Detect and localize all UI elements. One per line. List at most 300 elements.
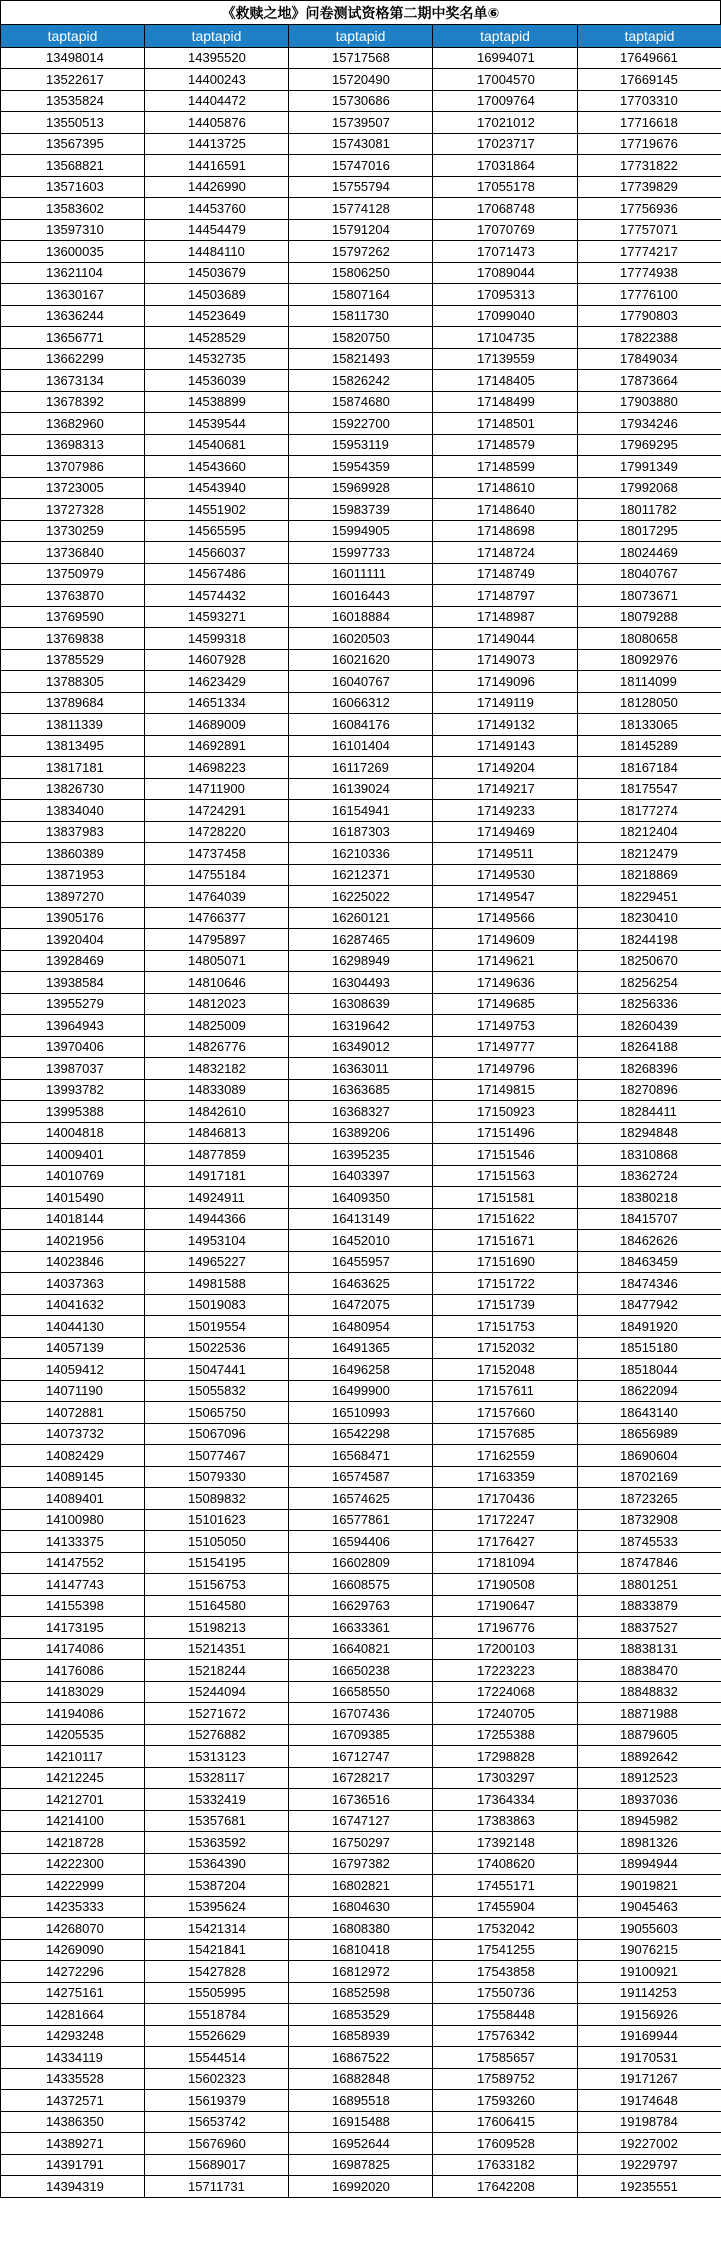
table-cell: 14551902 — [145, 499, 289, 521]
table-cell: 17151722 — [433, 1273, 578, 1295]
table-cell: 17162559 — [433, 1445, 578, 1467]
table-row — [1, 2025, 721, 2047]
table-cell: 19235551 — [578, 2176, 721, 2198]
table-cell: 18092976 — [578, 649, 721, 671]
table-cell: 15821493 — [289, 348, 433, 370]
table-cell: 17408620 — [433, 1853, 578, 1875]
table-row — [1, 413, 721, 435]
table-cell: 14037363 — [1, 1273, 145, 1295]
table-cell: 14805071 — [145, 950, 289, 972]
table-cell: 14059412 — [1, 1359, 145, 1381]
table-cell: 14004818 — [1, 1122, 145, 1144]
table-cell: 17716618 — [578, 112, 721, 134]
table-cell: 16298949 — [289, 950, 433, 972]
table-cell: 14072881 — [1, 1402, 145, 1424]
table-cell: 16040767 — [289, 671, 433, 693]
table-cell: 16858939 — [289, 2025, 433, 2047]
table-cell: 14071190 — [1, 1380, 145, 1402]
table-row — [1, 2111, 721, 2133]
table-row — [1, 520, 721, 542]
table-cell: 16915488 — [289, 2111, 433, 2133]
table-cell: 16016443 — [289, 585, 433, 607]
table-row — [1, 1251, 721, 1273]
table-row — [1, 2154, 721, 2176]
table-cell: 13964943 — [1, 1015, 145, 1037]
table-cell: 16750297 — [289, 1832, 433, 1854]
table-cell: 13789684 — [1, 692, 145, 714]
table-row — [1, 1982, 721, 2004]
table-cell: 14183029 — [1, 1681, 145, 1703]
table-cell: 17023717 — [433, 133, 578, 155]
table-row — [1, 628, 721, 650]
table-cell: 15198213 — [145, 1617, 289, 1639]
table-cell: 16139024 — [289, 778, 433, 800]
table-cell: 14965227 — [145, 1251, 289, 1273]
table-cell: 15364390 — [145, 1853, 289, 1875]
table-cell: 16260121 — [289, 907, 433, 929]
table-cell: 17190647 — [433, 1595, 578, 1617]
table-cell: 14073732 — [1, 1423, 145, 1445]
table-row — [1, 219, 721, 241]
table-cell: 17558448 — [433, 2004, 578, 2026]
table-cell: 14391791 — [1, 2154, 145, 2176]
table-row — [1, 1058, 721, 1080]
table-cell: 17776100 — [578, 284, 721, 306]
table-row — [1, 606, 721, 628]
table-cell: 14089401 — [1, 1488, 145, 1510]
table-cell: 15101623 — [145, 1509, 289, 1531]
table-cell: 19170531 — [578, 2047, 721, 2069]
table-cell: 18871988 — [578, 1703, 721, 1725]
table-cell: 18747846 — [578, 1552, 721, 1574]
table-cell: 17172247 — [433, 1509, 578, 1531]
table-cell: 19045463 — [578, 1896, 721, 1918]
table-row — [1, 800, 721, 822]
table-row — [1, 499, 721, 521]
table-cell: 18622094 — [578, 1380, 721, 1402]
table-cell: 18079288 — [578, 606, 721, 628]
table-cell: 17099040 — [433, 305, 578, 327]
table-row — [1, 69, 721, 91]
table-cell: 14222300 — [1, 1853, 145, 1875]
table-cell: 17021012 — [433, 112, 578, 134]
table-row — [1, 2176, 721, 2198]
table-row — [1, 1509, 721, 1531]
table-cell: 13678392 — [1, 391, 145, 413]
table-cell: 18912523 — [578, 1767, 721, 1789]
table-cell: 14021956 — [1, 1230, 145, 1252]
table-cell: 19019821 — [578, 1875, 721, 1897]
table-cell: 17068748 — [433, 198, 578, 220]
table-cell: 13730259 — [1, 520, 145, 542]
table-cell: 13769590 — [1, 606, 145, 628]
table-cell: 14846813 — [145, 1122, 289, 1144]
table-cell: 14833089 — [145, 1079, 289, 1101]
table-row — [1, 1961, 721, 1983]
table-cell: 13905176 — [1, 907, 145, 929]
table-cell: 14728220 — [145, 821, 289, 843]
table-cell: 13630167 — [1, 284, 145, 306]
table-cell: 15332419 — [145, 1789, 289, 1811]
table-cell: 13723005 — [1, 477, 145, 499]
table-cell: 16452010 — [289, 1230, 433, 1252]
table-row — [1, 1273, 721, 1295]
table-cell: 15421841 — [145, 1939, 289, 1961]
table-cell: 17157660 — [433, 1402, 578, 1424]
table-cell: 14089145 — [1, 1466, 145, 1488]
table-cell: 14826776 — [145, 1036, 289, 1058]
table-cell: 18833879 — [578, 1595, 721, 1617]
table-cell: 16496258 — [289, 1359, 433, 1381]
table-cell: 18264188 — [578, 1036, 721, 1058]
table-cell: 16363011 — [289, 1058, 433, 1080]
table-row — [1, 456, 721, 478]
table-cell: 17148749 — [433, 563, 578, 585]
table-cell: 14015490 — [1, 1187, 145, 1209]
table-cell: 14484110 — [145, 241, 289, 263]
table-row — [1, 1337, 721, 1359]
table-row — [1, 241, 721, 263]
table-cell: 18310868 — [578, 1144, 721, 1166]
table-cell: 18024469 — [578, 542, 721, 564]
table-cell: 16225022 — [289, 886, 433, 908]
table-cell: 13698313 — [1, 434, 145, 456]
table-cell: 18690604 — [578, 1445, 721, 1467]
table-cell: 15363592 — [145, 1832, 289, 1854]
table-cell: 14100980 — [1, 1509, 145, 1531]
table-cell: 13568821 — [1, 155, 145, 177]
table-row — [1, 1832, 721, 1854]
table-cell: 14010769 — [1, 1165, 145, 1187]
table-cell: 16084176 — [289, 714, 433, 736]
column-header: taptapid — [289, 25, 433, 48]
table-cell: 15089832 — [145, 1488, 289, 1510]
table-cell: 17089044 — [433, 262, 578, 284]
table-cell: 15922700 — [289, 413, 433, 435]
table-cell: 17149204 — [433, 757, 578, 779]
table-cell: 14567486 — [145, 563, 289, 585]
table-cell: 16154941 — [289, 800, 433, 822]
table-cell: 17148499 — [433, 391, 578, 413]
table-cell: 15357681 — [145, 1810, 289, 1832]
table-cell: 17151690 — [433, 1251, 578, 1273]
table-cell: 14212245 — [1, 1767, 145, 1789]
table-cell: 14540681 — [145, 434, 289, 456]
table-cell: 14133375 — [1, 1531, 145, 1553]
table-cell: 16658550 — [289, 1681, 433, 1703]
table-cell: 18114099 — [578, 671, 721, 693]
column-header: taptapid — [578, 25, 721, 48]
table-cell: 17240705 — [433, 1703, 578, 1725]
table-cell: 18994944 — [578, 1853, 721, 1875]
table-cell: 18218869 — [578, 864, 721, 886]
table-cell: 17731822 — [578, 155, 721, 177]
table-cell: 16882848 — [289, 2068, 433, 2090]
table-row — [1, 112, 721, 134]
table-cell: 17774938 — [578, 262, 721, 284]
table-cell: 13813495 — [1, 735, 145, 757]
table-cell: 17224068 — [433, 1681, 578, 1703]
table-cell: 13600035 — [1, 241, 145, 263]
table-cell: 18212479 — [578, 843, 721, 865]
table-row — [1, 1789, 721, 1811]
table-row — [1, 542, 721, 564]
table-row — [1, 391, 721, 413]
table-cell: 13928469 — [1, 950, 145, 972]
table-cell: 13736840 — [1, 542, 145, 564]
table-cell: 13987037 — [1, 1058, 145, 1080]
table-cell: 14405876 — [145, 112, 289, 134]
table-row — [1, 929, 721, 951]
table-cell: 17151563 — [433, 1165, 578, 1187]
table-cell: 13673134 — [1, 370, 145, 392]
table-cell: 15505995 — [145, 1982, 289, 2004]
table-cell: 17364334 — [433, 1789, 578, 1811]
table-cell: 16712747 — [289, 1746, 433, 1768]
table-cell: 17181094 — [433, 1552, 578, 1574]
table-cell: 14272296 — [1, 1961, 145, 1983]
table-cell: 14057139 — [1, 1337, 145, 1359]
table-cell: 14538899 — [145, 391, 289, 413]
table-cell: 14755184 — [145, 864, 289, 886]
table-cell: 18945982 — [578, 1810, 721, 1832]
table-cell: 17149777 — [433, 1036, 578, 1058]
table-row — [1, 1402, 721, 1424]
table-cell: 15395624 — [145, 1896, 289, 1918]
table-cell: 17151581 — [433, 1187, 578, 1209]
table-cell: 18981326 — [578, 1832, 721, 1854]
table-cell: 13535824 — [1, 90, 145, 112]
table-cell: 17151496 — [433, 1122, 578, 1144]
table-cell: 16066312 — [289, 692, 433, 714]
table-cell: 17149132 — [433, 714, 578, 736]
table-row — [1, 649, 721, 671]
table-cell: 18294848 — [578, 1122, 721, 1144]
table-row — [1, 757, 721, 779]
table-cell: 17589752 — [433, 2068, 578, 2090]
table-cell: 17903880 — [578, 391, 721, 413]
table-cell: 16853529 — [289, 2004, 433, 2026]
table-cell: 16895518 — [289, 2090, 433, 2112]
table-row — [1, 1939, 721, 1961]
table-row — [1, 176, 721, 198]
table-row — [1, 1746, 721, 1768]
table-cell: 17148610 — [433, 477, 578, 499]
table-cell: 13727328 — [1, 499, 145, 521]
table-cell: 13763870 — [1, 585, 145, 607]
table-cell: 13811339 — [1, 714, 145, 736]
table-row — [1, 1638, 721, 1660]
table-cell: 14607928 — [145, 649, 289, 671]
table-cell: 17149530 — [433, 864, 578, 886]
table-cell: 17149621 — [433, 950, 578, 972]
table-cell: 16491365 — [289, 1337, 433, 1359]
table-cell: 14539544 — [145, 413, 289, 435]
table-cell: 14194086 — [1, 1703, 145, 1725]
table-cell: 18145289 — [578, 735, 721, 757]
table-cell: 18643140 — [578, 1402, 721, 1424]
table-cell: 13583602 — [1, 198, 145, 220]
table-cell: 15619379 — [145, 2090, 289, 2112]
table-cell: 17149233 — [433, 800, 578, 822]
table-cell: 14214100 — [1, 1810, 145, 1832]
table-cell: 17150923 — [433, 1101, 578, 1123]
table-cell: 13955279 — [1, 993, 145, 1015]
table-cell: 16413149 — [289, 1208, 433, 1230]
table-cell: 17139559 — [433, 348, 578, 370]
table-cell: 17756936 — [578, 198, 721, 220]
table-cell: 16455957 — [289, 1251, 433, 1273]
table-cell: 14389271 — [1, 2133, 145, 2155]
table-cell: 17543858 — [433, 1961, 578, 1983]
table-cell: 15047441 — [145, 1359, 289, 1381]
table-cell: 19076215 — [578, 1939, 721, 1961]
table-cell: 13750979 — [1, 563, 145, 585]
table-row — [1, 886, 721, 908]
table-cell: 19156926 — [578, 2004, 721, 2026]
table-row — [1, 1079, 721, 1101]
table-cell: 16304493 — [289, 972, 433, 994]
table-cell: 17383863 — [433, 1810, 578, 1832]
table-cell: 19114253 — [578, 1982, 721, 2004]
table-cell: 17633182 — [433, 2154, 578, 2176]
table-cell: 18477942 — [578, 1294, 721, 1316]
table-cell: 14400243 — [145, 69, 289, 91]
table-cell: 18256254 — [578, 972, 721, 994]
table-cell: 16287465 — [289, 929, 433, 951]
table-cell: 16602809 — [289, 1552, 433, 1574]
table-cell: 17149685 — [433, 993, 578, 1015]
table-cell: 13788305 — [1, 671, 145, 693]
table-cell: 16463625 — [289, 1273, 433, 1295]
table-cell: 16368327 — [289, 1101, 433, 1123]
table-cell: 15791204 — [289, 219, 433, 241]
table-cell: 15953119 — [289, 434, 433, 456]
table-cell: 14764039 — [145, 886, 289, 908]
table-cell: 13837983 — [1, 821, 145, 843]
table-cell: 19227002 — [578, 2133, 721, 2155]
table-cell: 18380218 — [578, 1187, 721, 1209]
table-row — [1, 1380, 721, 1402]
table-cell: 18017295 — [578, 520, 721, 542]
table-cell: 13636244 — [1, 305, 145, 327]
table-row — [1, 1165, 721, 1187]
table-cell: 17149753 — [433, 1015, 578, 1037]
table-cell: 14335528 — [1, 2068, 145, 2090]
table-cell: 14212701 — [1, 1789, 145, 1811]
table-cell: 14041632 — [1, 1294, 145, 1316]
table-cell: 14269090 — [1, 1939, 145, 1961]
table-cell: 14147552 — [1, 1552, 145, 1574]
table-cell: 17152032 — [433, 1337, 578, 1359]
table-cell: 14810646 — [145, 972, 289, 994]
table-cell: 14018144 — [1, 1208, 145, 1230]
table-cell: 16867522 — [289, 2047, 433, 2069]
table-cell: 14268070 — [1, 1918, 145, 1940]
table-row — [1, 907, 721, 929]
table-cell: 17593260 — [433, 2090, 578, 2112]
table-cell: 17163359 — [433, 1466, 578, 1488]
table-cell: 15022536 — [145, 1337, 289, 1359]
table-cell: 16574625 — [289, 1488, 433, 1510]
table-cell: 17149119 — [433, 692, 578, 714]
table-cell: 18415707 — [578, 1208, 721, 1230]
table-cell: 15739507 — [289, 112, 433, 134]
table-cell: 17148698 — [433, 520, 578, 542]
table-row — [1, 370, 721, 392]
table-cell: 14372571 — [1, 2090, 145, 2112]
table-cell: 17095313 — [433, 284, 578, 306]
table-cell: 17303297 — [433, 1767, 578, 1789]
table-cell: 17200103 — [433, 1638, 578, 1660]
table-cell: 17992068 — [578, 477, 721, 499]
table-cell: 17149469 — [433, 821, 578, 843]
table-cell: 16804630 — [289, 1896, 433, 1918]
table-row — [1, 1294, 721, 1316]
table-cell: 14953104 — [145, 1230, 289, 1252]
table-cell: 16594406 — [289, 1531, 433, 1553]
table-cell: 17149636 — [433, 972, 578, 994]
table-cell: 15164580 — [145, 1595, 289, 1617]
table-cell: 19169944 — [578, 2025, 721, 2047]
column-header: taptapid — [1, 25, 145, 48]
table-cell: 16117269 — [289, 757, 433, 779]
table-row — [1, 47, 721, 69]
table-cell: 19198784 — [578, 2111, 721, 2133]
table-cell: 17585657 — [433, 2047, 578, 2069]
table-cell: 19174648 — [578, 2090, 721, 2112]
table-cell: 14044130 — [1, 1316, 145, 1338]
table-cell: 18284411 — [578, 1101, 721, 1123]
table-cell: 18656989 — [578, 1423, 721, 1445]
table-cell: 17170436 — [433, 1488, 578, 1510]
sheet-title: 《救赎之地》问卷测试资格第二期中奖名单⑥ — [0, 0, 721, 24]
table-cell: 15711731 — [145, 2176, 289, 2198]
table-cell: 14724291 — [145, 800, 289, 822]
table-cell: 18515180 — [578, 1337, 721, 1359]
table-cell: 16021620 — [289, 649, 433, 671]
table-cell: 15807164 — [289, 284, 433, 306]
table-cell: 15689017 — [145, 2154, 289, 2176]
table-cell: 18474346 — [578, 1273, 721, 1295]
table-cell: 14543660 — [145, 456, 289, 478]
table-cell: 16363685 — [289, 1079, 433, 1101]
table-cell: 18491920 — [578, 1316, 721, 1338]
table-cell: 16403397 — [289, 1165, 433, 1187]
table-cell: 16101404 — [289, 735, 433, 757]
table-cell: 16395235 — [289, 1144, 433, 1166]
table-cell: 14698223 — [145, 757, 289, 779]
table-cell: 14766377 — [145, 907, 289, 929]
table-cell: 13498014 — [1, 47, 145, 69]
table-row — [1, 821, 721, 843]
table-cell: 17606415 — [433, 2111, 578, 2133]
table-cell: 16707436 — [289, 1703, 433, 1725]
table-cell: 19055603 — [578, 1918, 721, 1940]
table-cell: 16633361 — [289, 1617, 433, 1639]
table-cell: 17849034 — [578, 348, 721, 370]
table-cell: 17455171 — [433, 1875, 578, 1897]
table-cell: 18128050 — [578, 692, 721, 714]
table-cell: 13707986 — [1, 456, 145, 478]
table-cell: 16577861 — [289, 1509, 433, 1531]
table-row — [1, 1703, 721, 1725]
table-cell: 18073671 — [578, 585, 721, 607]
table-cell: 13522617 — [1, 69, 145, 91]
table-cell: 17149073 — [433, 649, 578, 671]
table-row — [1, 993, 721, 1015]
table-row — [1, 1144, 721, 1166]
